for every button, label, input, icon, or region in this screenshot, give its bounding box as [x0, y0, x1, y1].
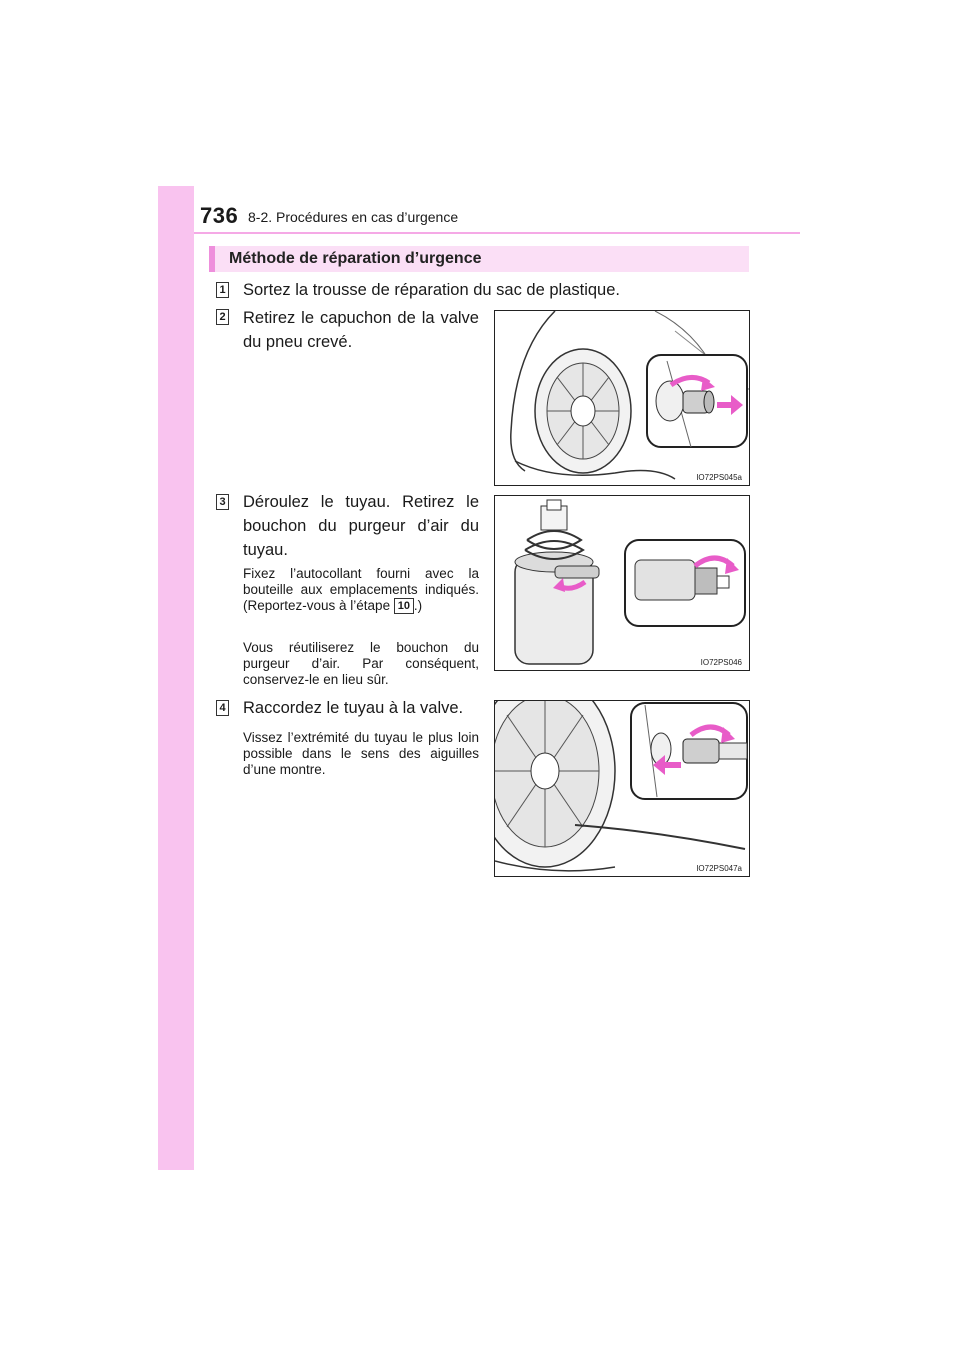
figure-hose-cap	[494, 495, 750, 671]
figure-code: IO72PS047a	[696, 864, 742, 873]
header-rule	[194, 232, 800, 234]
step-3-note-cap: Vous réutiliserez le bouchon du purgeur d’air. Par conséquent, conservez-le en lieu sûr.	[243, 640, 479, 687]
step-3-note-text: Fixez l’autocollant fourni avec la bouteille aux emplacements indiqués. (Reportez-vous à l’étape	[243, 566, 479, 614]
page-number: 736	[200, 203, 239, 228]
step-number-4: 4	[216, 700, 229, 716]
hose-connect-illustration	[495, 701, 750, 877]
step-1-text: Sortez la trousse de réparation du sac de plastique.	[243, 281, 620, 299]
step-2-text: Retirez le capuchon de la valve du pneu crevé.	[243, 309, 479, 351]
valve-cap-illustration	[495, 311, 750, 486]
figure-code: IO72PS045a	[696, 473, 742, 482]
step-reference[interactable]	[394, 597, 414, 614]
step-4-note: Vissez l’extrémité du tuyau le plus loin possible dans le sens des aiguilles d’une montre.	[243, 730, 479, 777]
step-3-note-end: .)	[413, 598, 423, 614]
section-title: Méthode de réparation d’urgence	[229, 250, 482, 267]
step-number-3: 3	[216, 494, 229, 510]
figure-hose-connect	[494, 700, 750, 877]
step-number-2: 2	[216, 309, 229, 325]
hose-cap-illustration	[495, 496, 750, 671]
step-3-note-sticker	[243, 566, 479, 615]
chapter-title: 8-2. Procédures en cas d’urgence	[248, 209, 459, 225]
figure-valve-cap	[494, 310, 750, 486]
step-3-text: Déroulez le tuyau. Retirez le bouchon du purgeur d’air du tuyau.	[243, 493, 479, 559]
section-heading	[209, 246, 749, 272]
step-reference-number: 10	[394, 598, 414, 614]
step-number-1: 1	[216, 282, 229, 298]
figure-code: IO72PS046	[700, 658, 742, 667]
side-band	[158, 186, 194, 1170]
step-4-text: Raccordez le tuyau à la valve.	[243, 699, 464, 717]
